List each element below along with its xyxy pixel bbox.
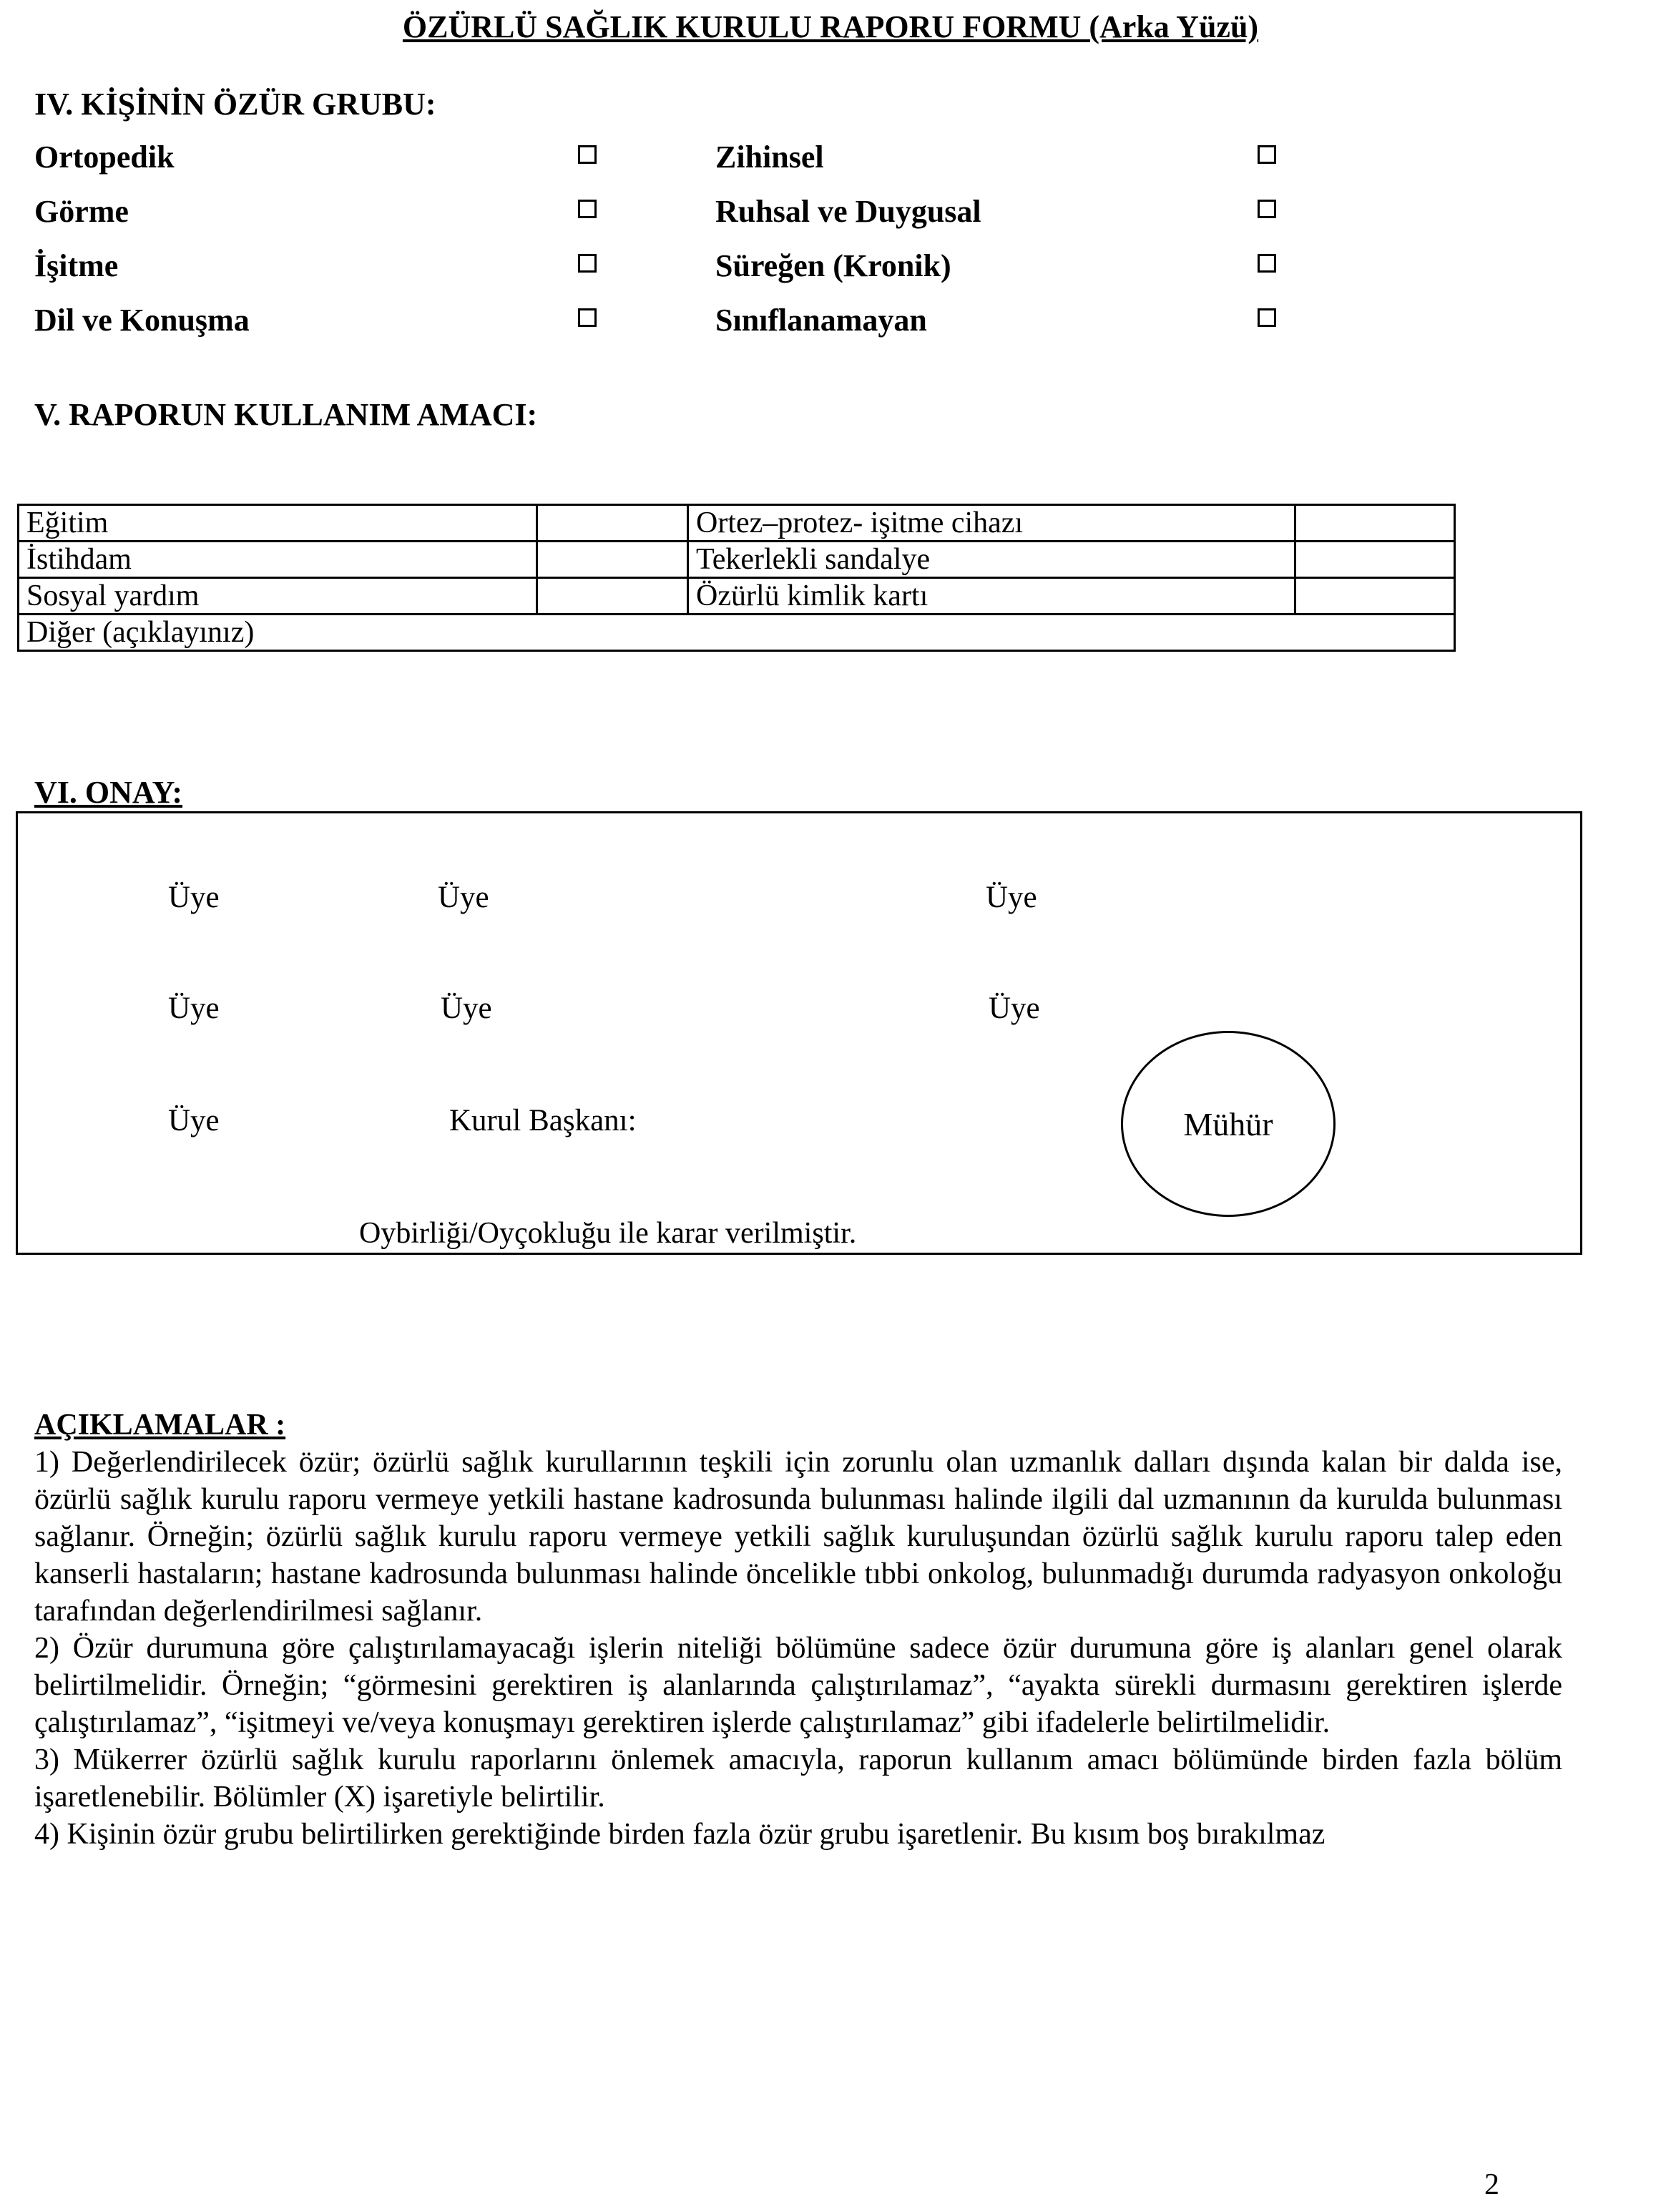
purpose-label-tekerlekli: Tekerlekli sandalye [688,542,1295,578]
member-signature-7: Üye [168,1104,220,1137]
group-label-ortopedik: Ortopedik [34,140,175,175]
checkbox-ruhsal[interactable] [1258,200,1276,218]
group-label-gorme: Görme [34,194,129,229]
purpose-mark-kimlik[interactable] [1295,578,1455,615]
group-label-zihinsel: Zihinsel [715,140,824,175]
group-label-ruhsal: Ruhsal ve Duygusal [715,194,981,229]
seal-label: Mühür [1183,1105,1273,1142]
group-label-suregen: Süreğen (Kronik) [715,248,951,283]
group-label-isitme: İşitme [34,248,119,283]
table-row [19,505,1455,542]
member-signature-6: Üye [989,992,1040,1025]
note-item-3: 3) Mükerrer özürlü sağlık kurulu raporlarını önlemek amacıyla, raporun kullanım amacı bölümünde birden fazla bölüm işaretlenebilir. Bölümler (X) işaretiyle belirtilir. [34,1743,1562,1814]
purpose-mark-sosyal[interactable] [537,578,688,615]
seal-circle [1121,1031,1336,1217]
table-row [19,578,1455,615]
purpose-mark-tekerlekli[interactable] [1295,542,1455,578]
page-number: 2 [1484,2168,1499,2201]
purpose-label-egitim: Eğitim [19,505,537,542]
section-iv-heading: IV. KİŞİNİN ÖZÜR GRUBU: [34,87,436,122]
purpose-mark-egitim[interactable] [537,505,688,542]
group-label-dil-konusma: Dil ve Konuşma [34,303,250,338]
purpose-label-ortez: Ortez–protez- işitme cihazı [688,505,1295,542]
notes-heading: AÇIKLAMALAR : [34,1409,286,1442]
note-item-4: 4) Kişinin özür grubu belirtilirken gerektiğinde birden fazla özür grubu işaretlenir. Bu kısım boş bırakılmaz [34,1818,1326,1851]
member-signature-4: Üye [168,992,220,1025]
table-row [19,615,1455,651]
purpose-label-diger[interactable]: Diğer (açıklayınız) [19,615,1455,651]
section-vi-heading: VI. ONAY: [34,775,183,810]
purpose-table [17,504,1456,652]
checkbox-zihinsel[interactable] [1258,145,1276,164]
checkbox-ortopedik[interactable] [578,145,597,164]
checkbox-dil-konusma[interactable] [578,308,597,327]
checkbox-gorme[interactable] [578,200,597,218]
approval-box [16,811,1582,1255]
note-item-1: 1) Değerlendirilecek özür; özürlü sağlık kurullarının teşkili için zorunlu olan uzmanlık dalları dışında kalan bir dalda ise, özürlü sağlık kurulu raporu vermeye yetkili hastane kadrosunda bulunması halinde ilgili dal uzmanının da kurulda bulunması sağlanır. Örneğin; özürlü sağlık kurulu raporu vermeye yetkili sağlık kuruluşundan özürlü sağlık kurulu raporu talep eden kanserli hastaların; hastane kadrosunda bulunması halinde öncelikle tıbbi onkolog, bulunmadığı durumda radyasyon onkoloğu tarafından değerlendirilmesi sağlanır. [34,1446,1562,1628]
table-row [19,542,1455,578]
member-signature-5: Üye [441,992,492,1025]
note-item-2: 2) Özür durumuna göre çalıştırılamayacağı işlerin niteliği bölümüne sadece özür durumuna göre iş alanları genel olarak belirtilmelidir. Örneğin; “görmesini gerektiren iş alanlarında çalıştırılamaz”, “ayakta sürekli durmasını gerektiren işlerde çalıştırılamaz”, “işitmeyi ve/veya konuşmayı gerektiren işlerde çalıştırılamaz” gibi ifadelerle belirtilmelidir. [34,1632,1562,1739]
chair-signature: Kurul Başkanı: [449,1104,637,1137]
section-v-heading: V. RAPORUN KULLANIM AMACI: [34,397,538,432]
member-signature-1: Üye [168,881,220,914]
checkbox-isitme[interactable] [578,254,597,273]
purpose-mark-istihdam[interactable] [537,542,688,578]
checkbox-suregen[interactable] [1258,254,1276,273]
purpose-mark-ortez[interactable] [1295,505,1455,542]
member-signature-2: Üye [438,881,489,914]
purpose-label-istihdam: İstihdam [19,542,537,578]
purpose-label-kimlik: Özürlü kimlik kartı [688,578,1295,615]
decision-text: Oybirliği/Oyçokluğu ile karar verilmiştir. [359,1217,857,1250]
checkbox-siniflanamayan[interactable] [1258,308,1276,327]
form-title: ÖZÜRLÜ SAĞLIK KURULU RAPORU FORMU (Arka Yüzü) [402,9,1259,44]
member-signature-3: Üye [986,881,1037,914]
notes-section [34,1406,1562,1853]
group-label-siniflanamayan: Sınıflanamayan [715,303,927,338]
purpose-label-sosyal: Sosyal yardım [19,578,537,615]
